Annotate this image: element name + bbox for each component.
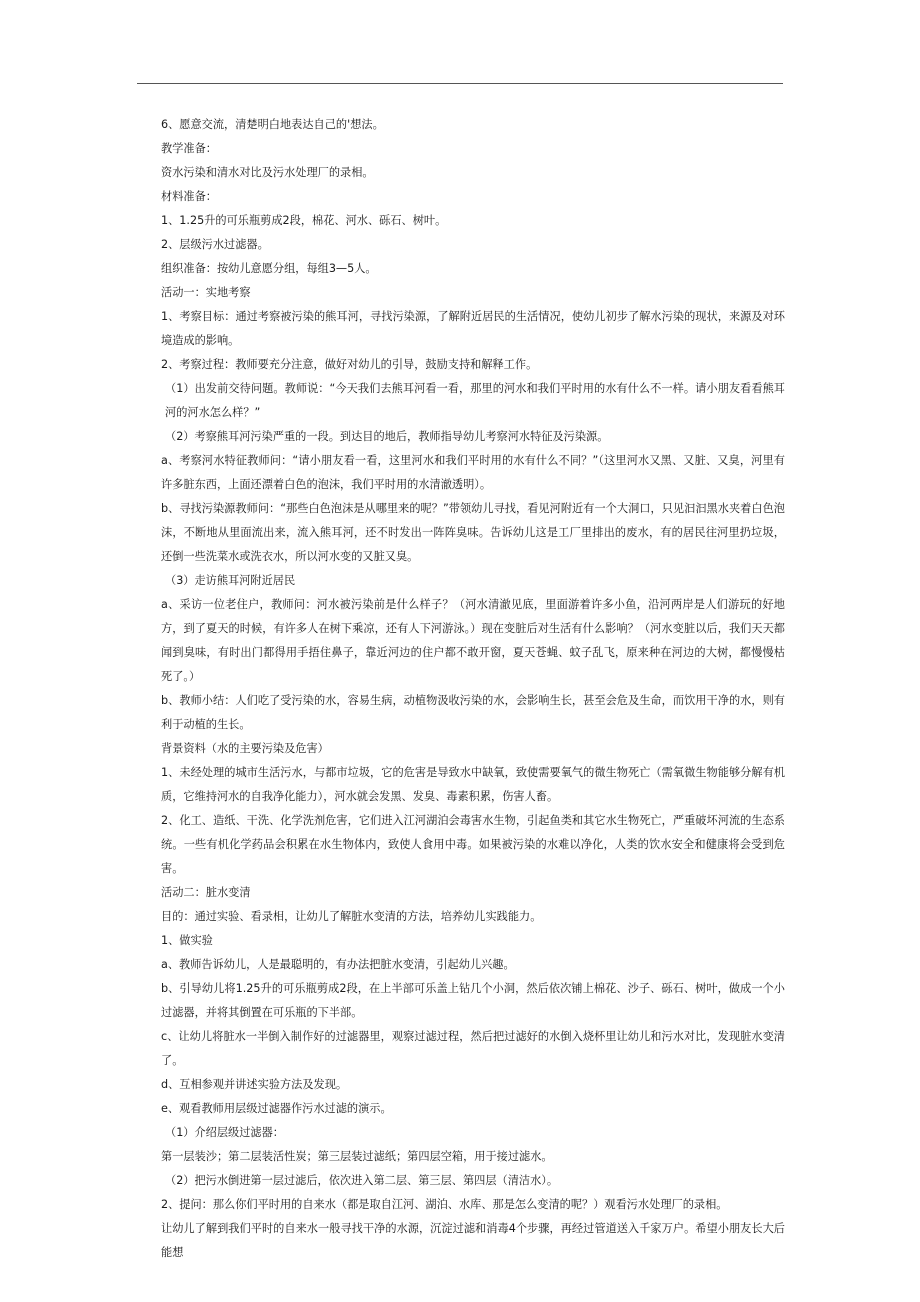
paragraph: 2、考察过程：教师要充分注意，做好对幼儿的引导，鼓励支持和解释工作。	[161, 358, 538, 371]
paragraph: 1、1.25升的可乐瓶剪成2段，棉花、河水、砾石、树叶。	[161, 214, 447, 227]
paragraph: 组织准备：按幼儿意愿分组，每组3—5人。	[161, 262, 377, 275]
paragraph: 活动二：脏水变清	[161, 886, 251, 899]
paragraph: （1）出发前交待问题。教师说：“今天我们去熊耳河看一看，那里的河水和我们平时用的水有什么不一样。请小朋友看看熊耳河的河水怎么样？”	[165, 382, 785, 419]
paragraph: 6、愿意交流，清楚明白地表达自己的'想法。	[161, 118, 384, 131]
paragraph: （1）介绍层级过滤器：	[165, 1126, 284, 1139]
paragraph: 活动一：实地考察	[161, 286, 251, 299]
header-rule	[137, 83, 783, 84]
paragraph: （3）走访熊耳河附近居民	[165, 574, 296, 587]
paragraph: b、引导幼儿将1.25升的可乐瓶剪成2段，在上半部可乐盖上钻几个小洞，然后依次铺上棉花、沙子、砾石、树叶，做成一个小过滤器，并将其倒置在可乐瓶的下半部。	[161, 982, 785, 1019]
paragraph: 材料准备：	[161, 190, 217, 203]
paragraph: e、观看教师用层级过滤器作污水过滤的演示。	[161, 1102, 392, 1115]
paragraph: c、让幼儿将脏水一半倒入制作好的过滤器里，观察过滤过程，然后把过滤好的水倒入烧杯里让幼儿和污水对比，发现脏水变清了。	[161, 1030, 785, 1067]
paragraph: 教学准备：	[161, 142, 217, 155]
paragraph: d、互相参观并讲述实验方法及发现。	[161, 1078, 348, 1091]
paragraph: 2、层级污水过滤器。	[161, 238, 269, 251]
document-body	[140, 113, 785, 1265]
paragraph: 2、提问：那么你们平时用的自来水（都是取自江河、湖泊、水库、那是怎么变清的呢？）观看污水处理厂的录相。	[161, 1198, 728, 1211]
paragraph: （2）把污水倒进第一层过滤后，依次进入第二层、第三层、第四层（清洁水）。	[165, 1174, 559, 1187]
paragraph: a、采访一位老住户，教师问：河水被污染前是什么样子？（河水清澈见底，里面游着许多小鱼，沿河两岸是人们游玩的好地方，到了夏天的时候，有许多人在树下乘凉，还有人下河游泳。）现在变脏后对生活有什么影响？（河水变脏以后，我们天天都闻到臭味，有时出门都得用手捂住鼻子，靠近河边的住户都不敢开窗，夏天苍蝇、蚊子乱飞，原来种在河边的大树，都慢慢枯死了。）	[161, 598, 785, 683]
paragraph: b、寻找污染源教师问：“那些白色泡沫是从哪里来的呢？”带领幼儿寻找，看见河附近有一个大洞口，只见汩汩黑水夹着白色泡沫，不断地从里面流出来，流入熊耳河，还不时发出一阵阵臭味。告诉幼儿这是工厂里排出的废水，有的居民往河里扔垃圾，还倒一些洗菜水或洗衣水，所以河水变的又脏又臭。	[161, 502, 785, 563]
paragraph: 让幼儿了解到我们平时的自来水一般寻找干净的水源，沉淀过滤和消毒4个步骤，再经过管道送入千家万户。希望小朋友长大后能想	[161, 1222, 785, 1259]
paragraph: 第一层装沙；第二层装活性炭；第三层装过滤纸；第四层空箱，用于接过滤水。	[161, 1150, 553, 1163]
paragraph: 1、考察目标：通过考察被污染的熊耳河，寻找污染源，了解附近居民的生活情况，使幼儿初步了解水污染的现状，来源及对环境造成的影响。	[161, 310, 785, 347]
paragraph: 资水污染和清水对比及污水处理厂的录相。	[161, 166, 374, 179]
paragraph: 2、化工、造纸、干洗、化学洗剂危害，它们进入江河湖泊会毒害水生物，引起鱼类和其它水生物死亡，严重破坏河流的生态系统。一些有机化学药品会积累在水生物体内，致使人食用中毒。如果被污染的水难以净化，人类的饮水安全和健康将会受到危害。	[161, 814, 785, 875]
paragraph: 1、未经处理的城市生活污水，与都市垃圾，它的危害是导致水中缺氧，致使需要氧气的微生物死亡（需氧微生物能够分解有机质，它维持河水的自我净化能力），河水就会发黑、发臭、毒素积累，伤害人畜。	[161, 766, 785, 803]
paragraph: 1、做实验	[161, 934, 213, 947]
paragraph: 背景资料（水的主要污染及危害）	[161, 742, 329, 755]
paragraph: （2）考察熊耳河污染严重的一段。到达目的地后，教师指导幼儿考察河水特征及污染源。	[165, 430, 609, 443]
paragraph: a、考察河水特征教师问：“请小朋友看一看，这里河水和我们平时用的水有什么不同？”（这里河水又黑、又脏、又臭，河里有许多脏东西，上面还漂着白色的泡沫，我们平时用的水清澈透明）。	[161, 454, 785, 491]
paragraph: b、教师小结：人们吃了受污染的水，容易生病，动植物汲收污染的水，会影响生长，甚至会危及生命，而饮用干净的水，则有利于动植的生长。	[161, 694, 785, 731]
paragraph: 目的：通过实验、看录相，让幼儿了解脏水变清的方法，培养幼儿实践能力。	[161, 910, 542, 923]
paragraph: a、教师告诉幼儿，人是最聪明的，有办法把脏水变清，引起幼儿兴趣。	[161, 958, 515, 971]
